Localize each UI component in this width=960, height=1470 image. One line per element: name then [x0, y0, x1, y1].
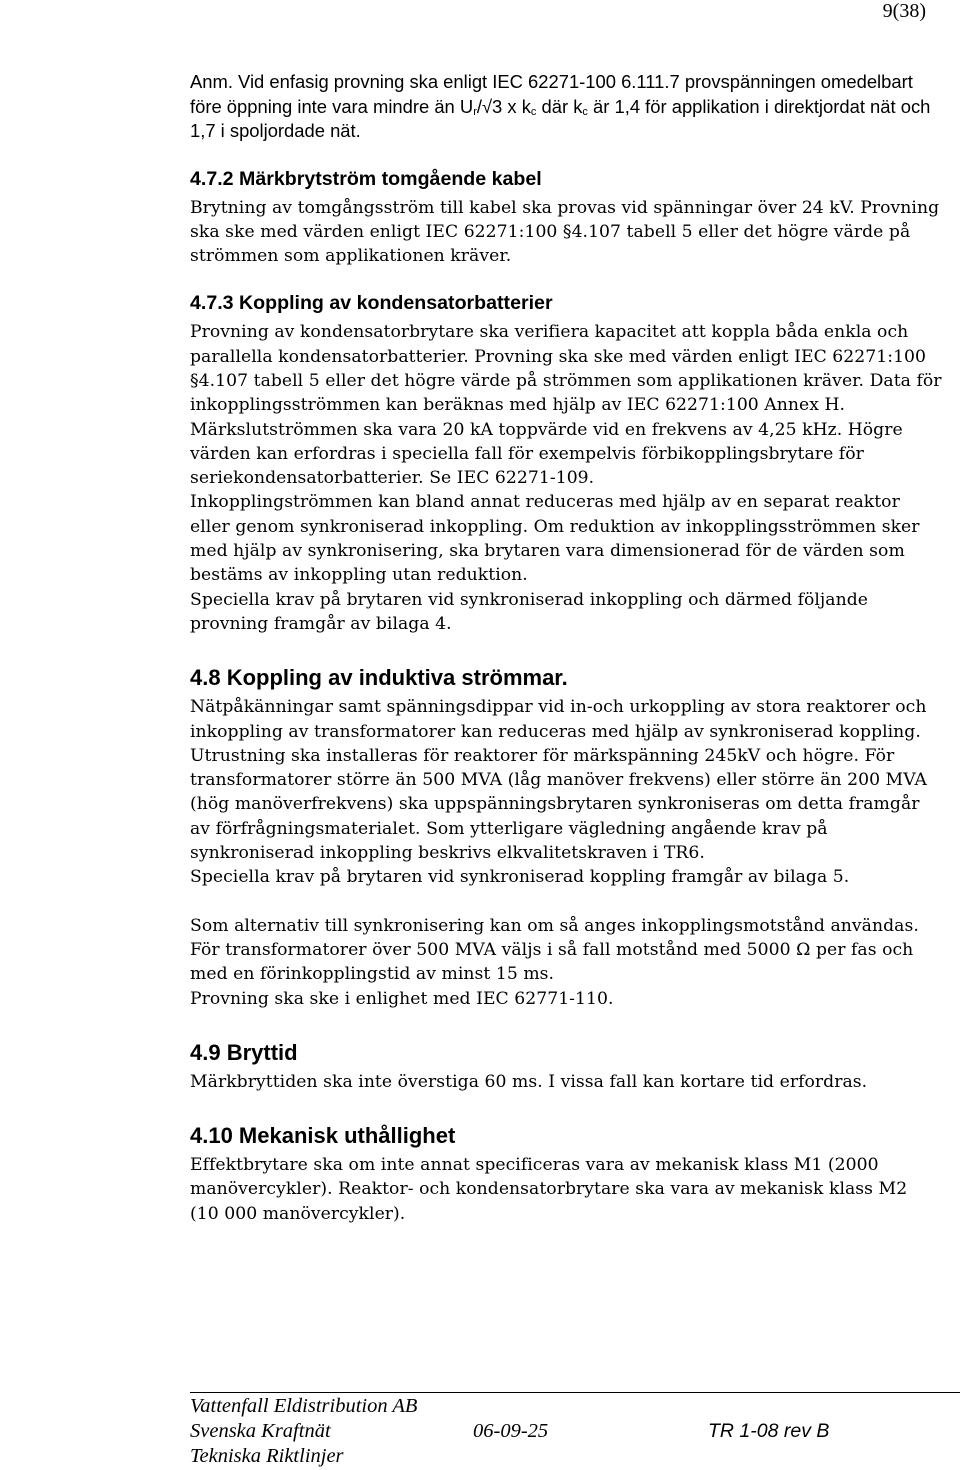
page-number: 9(38): [882, 0, 926, 22]
paragraph-4-7-3-d: Speciella krav på brytaren vid synkroniserad inkoppling och därmed följande provning framgår av bilaga 4.: [190, 589, 868, 634]
footer-divider: [190, 1392, 960, 1393]
heading-4-10: 4.10 Mekanisk uthållighet: [190, 1123, 456, 1149]
paragraph-4-10-a: Effektbrytare ska om inte annat specificeras vara av mekanisk klass M1 (2000 manövercykler). Reaktor- och kondensatorbrytare ska vara av mekanisk klass M2: [190, 1155, 908, 1200]
paragraph-4-7-3-a: Provning av kondensatorbrytare ska verifiera kapacitet att koppla båda enkla och parallella kondensatorbatterier. Provning ska ske med värden enligt IEC 62271:100 §4.107 tabell 5 eller det högre värde på strömmen som applikationen kräver. Data för inkopplingsströmmen kan beräknas med hjälp av IEC 62271:100 Annex H.: [190, 322, 942, 416]
paragraph-4-8-a: Nätpåkänningar samt spänningsdippar vid in-och urkoppling av stora reaktorer och inkoppling av transformatorer kan reduceras med hjälp av synkroniserad koppling. Utrustning ska installeras för reaktorer för märkspänning 245kV och högre. För transformatorer större än 500 MVA (låg manöver frekvens) eller större än 200 MVA (hög manöverfrekvens) ska uppspänningsbrytaren synkroniseras om detta framgår av förfrågningsmaterialet. Som ytterligare vägledning angående krav på synkroniserad inkoppling beskrivs elkvalitetskraven i TR6.: [190, 697, 927, 864]
heading-4-7-2: 4.7.2 Märkbrytström tomgående kabel: [190, 167, 542, 190]
heading-4-9: 4.9 Bryttid: [190, 1039, 298, 1065]
paragraph-4-7-3-c: Inkopplingströmmen kan bland annat reduceras med hjälp av en separat reaktor eller genom synkroniserad inkoppling. Om reduktion av inkopplingsströmmen sker med hjälp av synkronisering, ska brytaren vara dimensionerad för de värden som bestäms av inkoppling utan reduktion.: [190, 492, 920, 586]
paragraph-4-10-b: (10 000 manövercykler).: [190, 1203, 406, 1224]
paragraph-4-7-2: Brytning av tomgångsström till kabel ska provas vid spänningar över 24 kV. Provning ska ske med värden enligt IEC 62271:100 §4.107 tabell 5 eller det högre värde på strömmen som applikationen kräver.: [190, 197, 940, 267]
document-body: [190, 70, 945, 1226]
note-paragraph: Anm. Vid enfasig provning ska enligt IEC 62271-100 6.111.7 provspänningen omedelbart före öppning inte vara mindre än $U_r/√3$ x $k_c$ där $k_c$ är 1,4 för applikation i direktjordat nät och 1,7 i spoljordade nät.: [190, 71, 931, 141]
page-footer: [190, 1394, 890, 1469]
footer-doc-id: TR 1-08 rev B: [708, 1420, 830, 1442]
footer-company-1: Vattenfall Eldistribution AB: [190, 1395, 418, 1417]
paragraph-4-8-c: Som alternativ till synkronisering kan om så anges inkopplingsmotstånd användas. För transformatorer över 500 MVA väljs i så fall motstånd med 5000 Ω per fas och med en förinkopplingstid av minst 15 ms.: [190, 915, 919, 985]
paragraph-4-8-b: Speciella krav på brytaren vid synkroniserad koppling framgår av bilaga 5.: [190, 867, 850, 888]
paragraph-4-9: Märkbryttiden ska inte överstiga 60 ms. I vissa fall kan kortare tid erfordras.: [190, 1071, 868, 1092]
heading-4-8: 4.8 Koppling av induktiva strömmar.: [190, 665, 568, 691]
paragraph-4-7-3-b: Märkslutströmmen ska vara 20 kA toppvärde vid en frekvens av 4,25 kHz. Högre värden kan erfordras i speciella fall för exempelvis förbikopplingsbrytare för seriekondensatorbatterier. Se IEC 62271-109.: [190, 419, 903, 489]
footer-date: 06-09-25: [473, 1420, 549, 1442]
paragraph-4-8-d: Provning ska ske i enlighet med IEC 62771-110.: [190, 988, 614, 1009]
footer-company-2: Svenska Kraftnät: [190, 1420, 331, 1442]
footer-company-3: Tekniska Riktlinjer: [190, 1445, 344, 1467]
heading-4-7-3: 4.7.3 Koppling av kondensatorbatterier: [190, 292, 553, 315]
